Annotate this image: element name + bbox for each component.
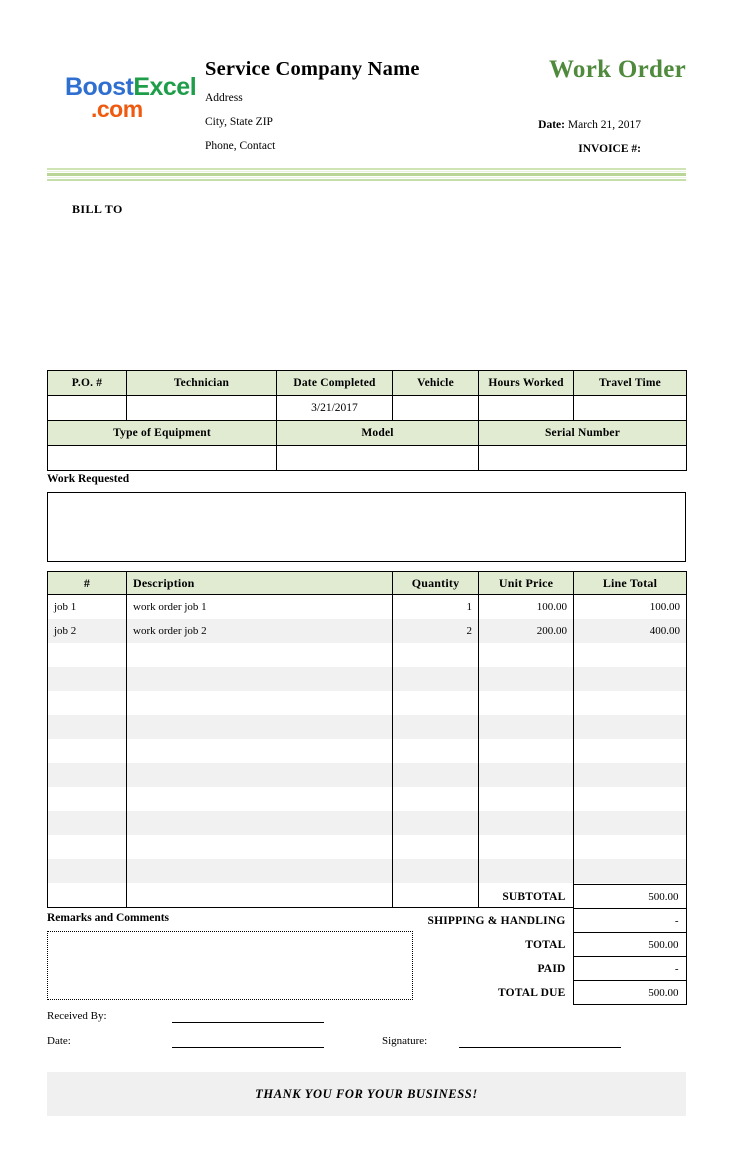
header-type-of-equipment: Type of Equipment — [48, 421, 277, 446]
table-row — [48, 859, 687, 883]
item-description-cell[interactable] — [127, 643, 393, 667]
line-items-body — [48, 595, 687, 908]
company-address-line-3: Phone, Contact — [205, 140, 276, 152]
value-hours-worked[interactable] — [479, 396, 574, 421]
invoice-number-label: INVOICE #: — [578, 143, 641, 155]
header-model: Model — [277, 421, 479, 446]
job-details-value-row — [48, 396, 687, 421]
divider-bar-3 — [47, 173, 686, 176]
item-quantity-cell[interactable] — [393, 859, 479, 883]
item-unit-price-cell[interactable]: 200.00 — [479, 619, 574, 643]
remarks-input[interactable] — [47, 931, 413, 1000]
value-technician[interactable] — [127, 396, 277, 421]
header-date-completed: Date Completed — [277, 371, 393, 396]
item-description-cell[interactable] — [127, 811, 393, 835]
invoice-number-row — [426, 143, 686, 155]
item-quantity-cell[interactable] — [393, 811, 479, 835]
company-address-line-2: City, State ZIP — [205, 116, 273, 128]
equipment-value-row — [48, 446, 687, 471]
totals-label: TOTAL — [525, 938, 566, 951]
item-description-cell[interactable] — [127, 763, 393, 787]
item-quantity-cell[interactable] — [393, 763, 479, 787]
table-row — [48, 595, 687, 620]
item-description-cell[interactable]: work order job 2 — [127, 619, 393, 643]
company-address-line-1: Address — [205, 92, 243, 104]
table-row — [48, 667, 687, 691]
header-item-number: # — [48, 572, 127, 595]
header-item-description: Description — [127, 572, 393, 595]
value-serial-number[interactable] — [479, 446, 687, 471]
value-model[interactable] — [277, 446, 479, 471]
signature-label: Signature: — [382, 1035, 428, 1047]
item-description-cell[interactable] — [127, 691, 393, 715]
totals-value[interactable]: - — [573, 909, 686, 933]
totals-value[interactable]: - — [573, 957, 686, 981]
divider-bar-4 — [47, 177, 686, 178]
item-line-total-cell[interactable] — [574, 859, 687, 883]
date-row — [426, 119, 686, 131]
item-unit-price-cell[interactable] — [479, 859, 574, 883]
item-quantity-cell[interactable] — [393, 667, 479, 691]
logo-line-primary — [65, 73, 197, 101]
table-row — [48, 619, 687, 643]
item-unit-price-cell[interactable] — [479, 787, 574, 811]
item-line-total-cell[interactable] — [574, 763, 687, 787]
work-requested-input[interactable] — [47, 492, 686, 562]
totals-label: SHIPPING & HANDLING — [427, 914, 566, 927]
logo-boost-text: Boost — [65, 73, 134, 101]
item-number-cell[interactable] — [48, 883, 127, 908]
footer-thank-you-text: THANK YOU FOR YOUR BUSINESS! — [255, 1086, 478, 1101]
totals-value[interactable]: 500.00 — [573, 885, 686, 909]
totals-row — [393, 885, 686, 909]
item-quantity-cell[interactable] — [393, 739, 479, 763]
item-description-cell[interactable] — [127, 667, 393, 691]
item-description-cell[interactable] — [127, 787, 393, 811]
company-name: Service Company Name — [205, 58, 420, 80]
item-number-cell[interactable] — [48, 643, 127, 667]
item-description-cell[interactable] — [127, 883, 393, 908]
item-unit-price-cell[interactable] — [479, 739, 574, 763]
signature-date-label: Date: — [47, 1035, 71, 1047]
item-quantity-cell[interactable] — [393, 787, 479, 811]
table-row — [48, 811, 687, 835]
header-serial-number: Serial Number — [479, 421, 687, 446]
item-unit-price-cell[interactable] — [479, 691, 574, 715]
work-requested-label: Work Requested — [47, 473, 130, 485]
item-number-cell[interactable] — [48, 811, 127, 835]
totals-row — [393, 909, 686, 933]
totals-row — [393, 957, 686, 981]
item-line-total-cell[interactable] — [574, 835, 687, 859]
table-row — [48, 643, 687, 667]
logo-dotcom-text: .com — [91, 96, 143, 122]
value-date-completed[interactable]: 3/21/2017 — [277, 396, 393, 421]
item-unit-price-cell[interactable] — [479, 763, 574, 787]
totals-value[interactable]: 500.00 — [573, 933, 686, 957]
item-number-cell[interactable] — [48, 715, 127, 739]
value-po-number[interactable] — [48, 396, 127, 421]
signature-date-input[interactable] — [172, 1047, 324, 1048]
header-item-quantity: Quantity — [393, 572, 479, 595]
signature-input[interactable] — [459, 1047, 621, 1048]
job-details-table — [47, 370, 687, 471]
item-description-cell[interactable] — [127, 715, 393, 739]
totals-label: TOTAL DUE — [497, 986, 566, 999]
item-unit-price-cell[interactable]: 100.00 — [479, 595, 574, 620]
item-line-total-cell[interactable]: 100.00 — [574, 595, 687, 620]
line-items-header-row — [48, 572, 687, 595]
item-line-total-cell[interactable] — [574, 811, 687, 835]
item-number-cell[interactable] — [48, 691, 127, 715]
header-vehicle: Vehicle — [393, 371, 479, 396]
item-quantity-cell[interactable] — [393, 691, 479, 715]
received-by-input[interactable] — [172, 1022, 324, 1023]
header-travel-time: Travel Time — [574, 371, 687, 396]
totals-value[interactable]: 500.00 — [573, 981, 686, 1005]
item-number-cell[interactable]: job 1 — [48, 595, 127, 620]
divider-bar-1 — [47, 168, 686, 170]
header-item-line-total: Line Total — [574, 572, 687, 595]
item-line-total-cell[interactable] — [574, 643, 687, 667]
totals-label: SUBTOTAL — [502, 890, 566, 903]
table-row — [48, 787, 687, 811]
date-value[interactable]: March 21, 2017 — [567, 119, 641, 131]
item-number-cell[interactable] — [48, 763, 127, 787]
item-quantity-cell[interactable] — [393, 715, 479, 739]
header-item-unit-price: Unit Price — [479, 572, 574, 595]
item-number-cell[interactable] — [48, 859, 127, 883]
item-number-cell[interactable] — [48, 739, 127, 763]
document-title-block — [426, 56, 686, 167]
table-row — [48, 835, 687, 859]
item-quantity-cell[interactable] — [393, 835, 479, 859]
logo-excel-text: Excel — [133, 73, 197, 101]
bill-to-label: BILL TO — [72, 202, 123, 216]
item-description-cell[interactable] — [127, 835, 393, 859]
item-number-cell[interactable] — [48, 667, 127, 691]
item-line-total-cell[interactable]: 400.00 — [574, 619, 687, 643]
item-quantity-cell[interactable]: 2 — [393, 619, 479, 643]
item-unit-price-cell[interactable] — [479, 667, 574, 691]
item-line-total-cell[interactable] — [574, 787, 687, 811]
document-header — [47, 48, 686, 168]
date-label: Date: — [538, 119, 565, 131]
item-number-cell[interactable]: job 2 — [48, 619, 127, 643]
item-number-cell[interactable] — [48, 835, 127, 859]
line-items-table — [47, 571, 687, 908]
value-travel-time[interactable] — [574, 396, 687, 421]
table-row — [48, 763, 687, 787]
table-row — [48, 691, 687, 715]
item-line-total-cell[interactable] — [574, 691, 687, 715]
value-vehicle[interactable] — [393, 396, 479, 421]
green-divider — [47, 168, 686, 182]
item-description-cell[interactable] — [127, 739, 393, 763]
item-unit-price-cell[interactable] — [479, 715, 574, 739]
received-by-label: Received By: — [47, 1010, 107, 1022]
item-line-total-cell[interactable] — [574, 739, 687, 763]
totals-table — [393, 884, 687, 1005]
totals-row — [393, 981, 686, 1005]
header-po-number: P.O. # — [48, 371, 127, 396]
item-number-cell[interactable] — [48, 787, 127, 811]
value-type-of-equipment[interactable] — [48, 446, 277, 471]
totals-body — [393, 885, 686, 1005]
table-row — [48, 715, 687, 739]
header-technician: Technician — [127, 371, 277, 396]
divider-bar-5 — [47, 179, 686, 181]
signature-section — [47, 1008, 686, 1054]
divider-bar-2 — [47, 171, 686, 172]
item-unit-price-cell[interactable] — [479, 643, 574, 667]
remarks-label: Remarks and Comments — [47, 912, 170, 924]
item-quantity-cell[interactable]: 1 — [393, 595, 479, 620]
equipment-header-row — [48, 421, 687, 446]
job-details-header-row — [48, 371, 687, 396]
item-unit-price-cell[interactable] — [479, 835, 574, 859]
totals-row — [393, 933, 686, 957]
header-hours-worked: Hours Worked — [479, 371, 574, 396]
item-description-cell[interactable]: work order job 1 — [127, 595, 393, 620]
item-quantity-cell[interactable] — [393, 643, 479, 667]
page-title: Work Order — [548, 56, 686, 83]
footer-banner — [47, 1072, 686, 1116]
boostexcel-logo — [65, 73, 197, 122]
item-unit-price-cell[interactable] — [479, 811, 574, 835]
table-row — [48, 739, 687, 763]
totals-label: PAID — [537, 962, 566, 975]
item-line-total-cell[interactable] — [574, 667, 687, 691]
item-description-cell[interactable] — [127, 859, 393, 883]
item-line-total-cell[interactable] — [574, 715, 687, 739]
